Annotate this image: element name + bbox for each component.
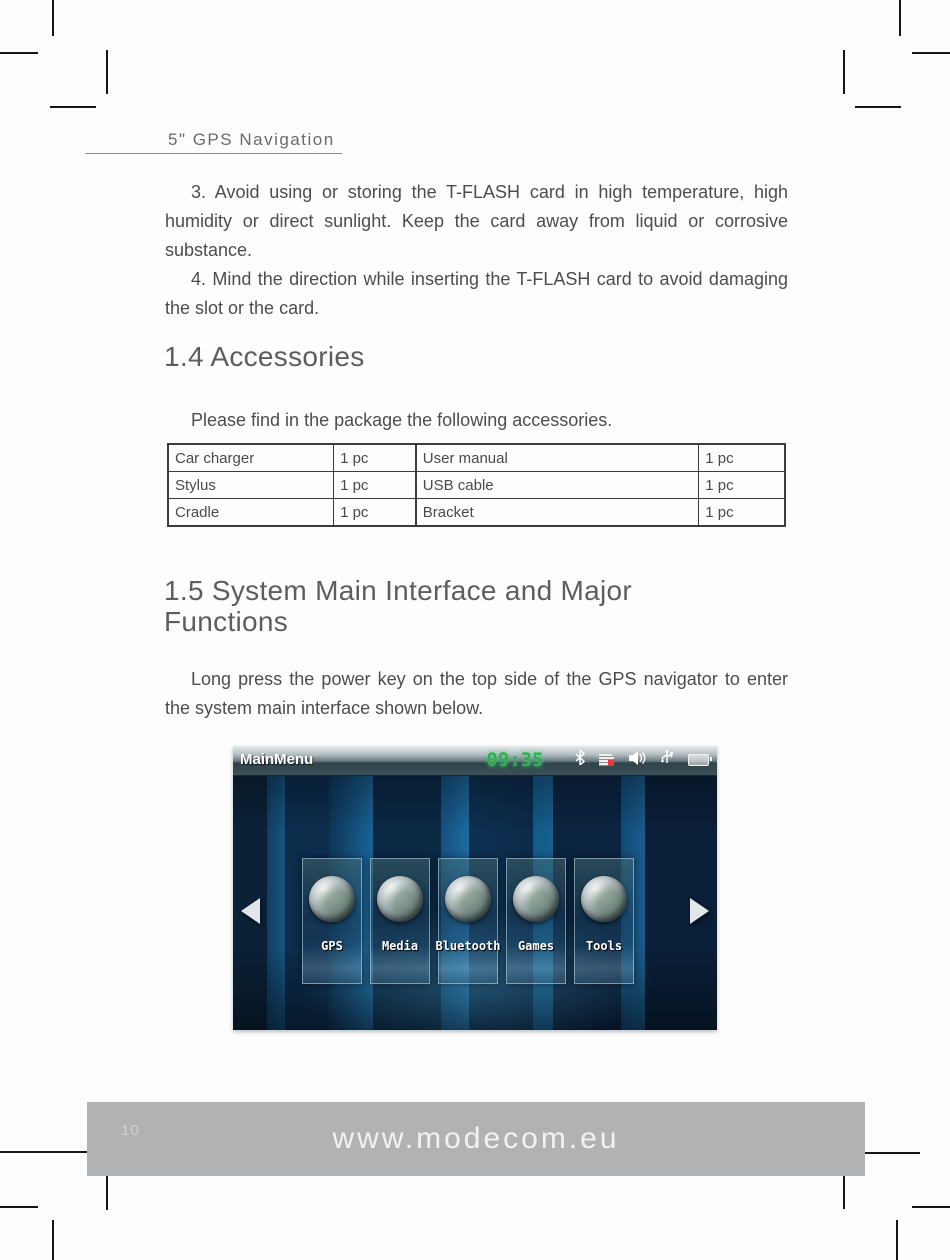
- table-cell: 1 pc: [699, 444, 785, 472]
- table-cell: Cradle: [168, 499, 334, 527]
- table-row: [168, 444, 785, 472]
- crop-mark: [50, 106, 96, 108]
- device-screenshot: [233, 746, 717, 1030]
- menu-item-label: Media: [381, 939, 419, 953]
- menu-item-bluetooth: [435, 858, 501, 984]
- crop-mark: [106, 50, 108, 94]
- menu-item-label: Games: [517, 939, 555, 953]
- table-cell: 1 pc: [334, 472, 416, 499]
- accessories-table: [167, 443, 786, 527]
- crop-mark: [912, 1206, 950, 1208]
- paragraph-tflash-4: 4. Mind the direction while inserting the T-FLASH card to avoid damaging the slot or the card.: [165, 269, 788, 318]
- crop-mark: [52, 0, 54, 36]
- menu-item-label: Tools: [585, 939, 623, 953]
- menu-item-games: [506, 858, 566, 984]
- device-statusbar: [233, 746, 717, 776]
- table-cell: Bracket: [416, 499, 699, 527]
- table-cell: 1 pc: [334, 499, 416, 527]
- crop-mark: [0, 1151, 92, 1153]
- running-header: 5" GPS Navigation: [168, 130, 335, 149]
- paragraph-tflash-3: 3. Avoid using or storing the T-FLASH card in high temperature, high humidity or direct sunlight. Keep the card away from liquid or corrosive substance.: [165, 182, 788, 260]
- accessories-intro: Please find in the package the following accessories.: [191, 410, 613, 430]
- crop-mark: [855, 106, 901, 108]
- menu-item-tools: [574, 858, 634, 984]
- gps-icon: [309, 876, 355, 922]
- section-heading-interface: 1.5 System Main Interface and Major Functions: [164, 575, 633, 637]
- usb-icon: [660, 750, 674, 770]
- next-arrow-icon: [690, 898, 709, 924]
- tools-icon: [581, 876, 627, 922]
- device-main-menu: [233, 776, 717, 1030]
- games-icon: [513, 876, 559, 922]
- crop-mark: [896, 1220, 898, 1260]
- crop-mark: [858, 1152, 920, 1154]
- table-row: [168, 499, 785, 527]
- crop-mark: [0, 52, 38, 54]
- statusbar-icons: [575, 751, 709, 769]
- volume-icon: [628, 750, 646, 771]
- header-rule: [85, 153, 342, 154]
- table-cell: 1 pc: [699, 499, 785, 527]
- body-text: [165, 178, 788, 323]
- crop-mark: [843, 50, 845, 94]
- menu-item-label: GPS: [321, 939, 343, 953]
- table-cell: Car charger: [168, 444, 334, 472]
- sd-card-badge: [608, 760, 614, 766]
- menu-item-label: Bluetooth: [435, 939, 501, 953]
- table-cell: 1 pc: [334, 444, 416, 472]
- sd-card-icon: [599, 754, 614, 766]
- crop-mark: [52, 1220, 54, 1260]
- crop-mark: [899, 0, 901, 36]
- crop-mark: [912, 52, 950, 54]
- footer-website: www.modecom.eu: [332, 1122, 620, 1155]
- crop-mark: [0, 1206, 38, 1208]
- battery-icon: [688, 754, 709, 766]
- statusbar-clock: 09:35: [486, 749, 544, 771]
- footer-bar: [87, 1102, 865, 1176]
- page-number: 10: [121, 1122, 140, 1139]
- table-row: [168, 472, 785, 499]
- table-cell: 1 pc: [699, 472, 785, 499]
- media-icon: [377, 876, 423, 922]
- table-cell: USB cable: [416, 472, 699, 499]
- table-cell: User manual: [416, 444, 699, 472]
- interface-intro: Long press the power key on the top side of the GPS navigator to enter the system main interface shown below.: [165, 669, 788, 718]
- section-heading-accessories: 1.4 Accessories: [164, 341, 365, 372]
- menu-item-media: [370, 858, 430, 984]
- bluetooth-icon: [575, 750, 585, 770]
- statusbar-title: MainMenu: [240, 751, 314, 768]
- bluetooth-app-icon: [445, 876, 491, 922]
- prev-arrow-icon: [241, 898, 260, 924]
- menu-item-gps: [302, 858, 362, 984]
- table-cell: Stylus: [168, 472, 334, 499]
